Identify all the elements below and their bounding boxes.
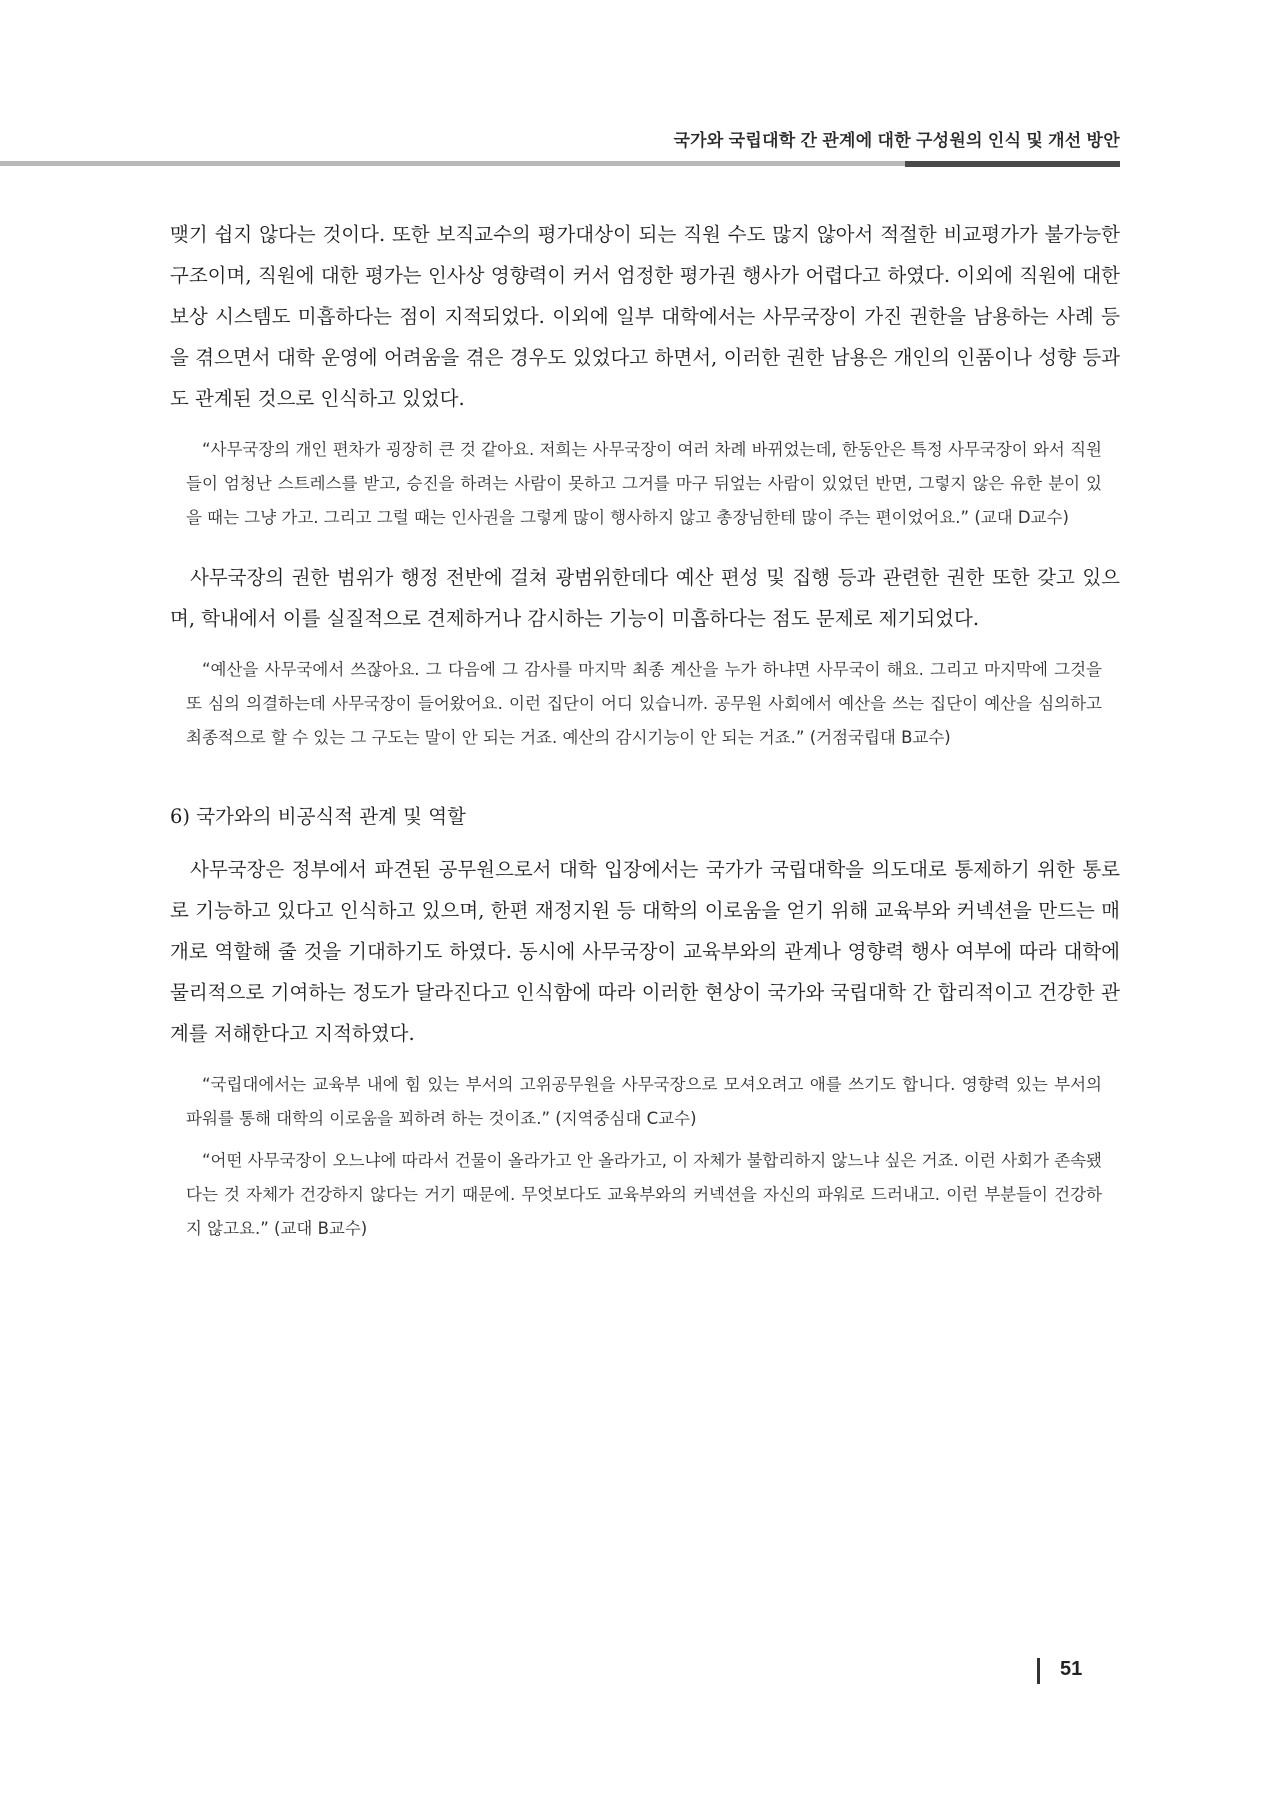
spacer	[170, 419, 1120, 433]
spacer	[170, 535, 1120, 557]
running-title: 국가와 국립대학 간 관계에 대한 구성원의 인식 및 개선 방안	[673, 131, 1120, 150]
header-rule-light	[0, 161, 905, 166]
spacer	[170, 837, 1120, 849]
page-number: 51	[1060, 1658, 1083, 1680]
interview-quote-1: “사무국장의 개인 편차가 굉장히 큰 것 같아요. 저희는 사무국장이 여러 차례 바뀌었는데, 한동안은 특정 사무국장이 와서 직원들이 엄청난 스트레스를 받고, 승진을 하려는 사람이 못하고 그거를 마구 뒤엎는 사람이 있었던 반면, 그렇지 않은 유한 분이 있을 때는 그냥 가고. 그리고 그럴 때는 인사권을 그렇게 많이 행사하지 않고 총장님한테 많이 주는 편이었어요.” (교대 D교수)	[186, 440, 1102, 527]
interview-quote-3: “국립대에서는 교육부 내에 힘 있는 부서의 고위공무원을 사무국장으로 모셔오려고 애를 쓰기도 합니다. 영향력 있는 부서의 파워를 통해 대학의 이로움을 꾀하려 하는 것이죠.” (지역중심대 C교수)	[186, 1075, 1102, 1128]
spacer	[170, 639, 1120, 653]
page-number-bar	[1037, 1658, 1040, 1684]
page-body	[170, 214, 1120, 1246]
interview-quote-4: “어떤 사무국장이 오느냐에 따라서 건물이 올라가고 안 올라가고, 이 자체가 불합리하지 않느냐 싶은 거죠. 이런 사회가 존속됐다는 것 자체가 건강하지 않다는 거기 때문에. 무엇보다도 교육부와의 커넥션을 자신의 파워로 드러내고. 이런 부분들이 건강하지 않고요.” (교대 B교수)	[186, 1151, 1102, 1238]
spacer	[170, 755, 1120, 797]
body-paragraph-1: 맺기 쉽지 않다는 것이다. 또한 보직교수의 평가대상이 되는 직원 수도 많지 않아서 적절한 비교평가가 불가능한 구조이며, 직원에 대한 평가는 인사상 영향력이 커서 엄정한 평가권 행사가 어렵다고 하였다. 이외에 직원에 대한 보상 시스템도 미흡하다는 점이 지적되었다. 이외에 일부 대학에서는 사무국장이 가진 권한을 남용하는 사례 등을 겪으면서 대학 운영에 어려움을 겪은 경우도 있었다고 하면서, 이러한 권한 남용은 개인의 인품이나 성향 등과도 관계된 것으로 인식하고 있었다.	[170, 223, 1120, 410]
interview-quote-2: “예산을 사무국에서 쓰잖아요. 그 다음에 그 감사를 마지막 최종 계산을 누가 하냐면 사무국이 해요. 그리고 마지막에 그것을 또 심의 의결하는데 사무국장이 들어왔어요. 이런 집단이 어디 있습니까. 공무원 사회에서 예산을 쓰는 집단이 예산을 심의하고 최종적으로 할 수 있는 그 구도는 말이 안 되는 거죠. 예산의 감시기능이 안 되는 거죠.” (거점국립대 B교수)	[186, 660, 1102, 747]
spacer	[170, 1136, 1120, 1144]
spacer	[170, 1054, 1120, 1068]
body-paragraph-3: 사무국장은 정부에서 파견된 공무원으로서 대학 입장에서는 국가가 국립대학을 의도대로 통제하기 위한 통로로 기능하고 있다고 인식하고 있으며, 한편 재정지원 등 대학의 이로움을 얻기 위해 교육부와 커넥션을 만드는 매개로 역할해 줄 것을 기대하기도 하였다. 동시에 사무국장이 교육부와의 관계나 영향력 행사 여부에 따라 대학에 물리적으로 기여하는 정도가 달라진다고 인식함에 따라 이러한 현상이 국가와 국립대학 간 합리적이고 건강한 관계를 저해한다고 지적하였다.	[170, 858, 1120, 1045]
body-paragraph-2: 사무국장의 권한 범위가 행정 전반에 걸쳐 광범위한데다 예산 편성 및 집행 등과 관련한 권한 또한 갖고 있으며, 학내에서 이를 실질적으로 견제하거나 감시하는 기능이 미흡하다는 점도 문제로 제기되었다.	[170, 566, 1120, 630]
header-rule-dark	[905, 161, 1120, 167]
section-heading: 6) 국가와의 비공식적 관계 및 역할	[170, 805, 466, 828]
